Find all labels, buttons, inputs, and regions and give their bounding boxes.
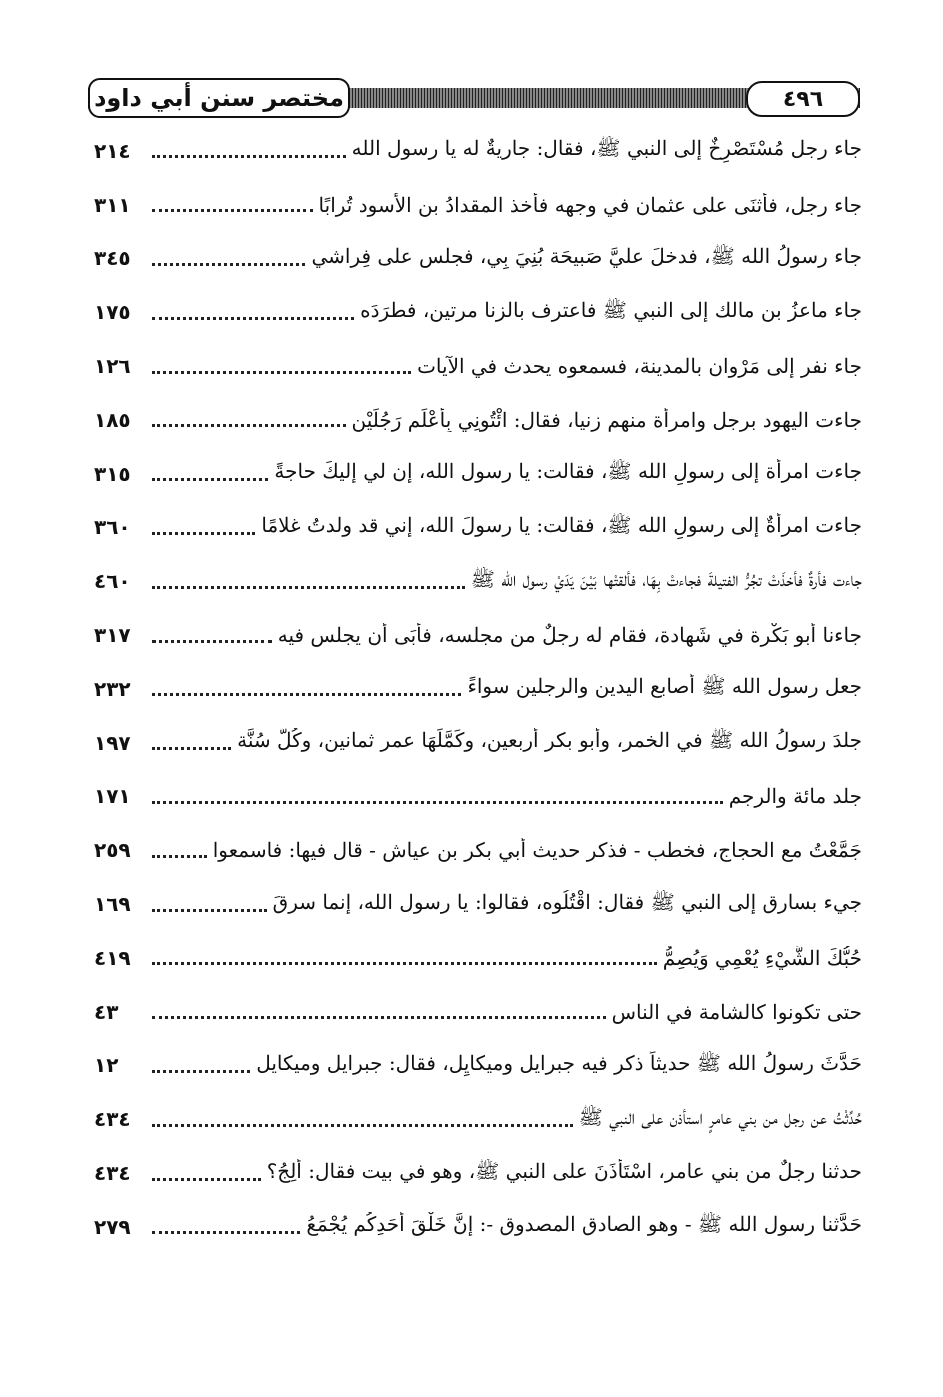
page-header [88, 78, 860, 118]
entry-page-number: ١٦٩ [94, 892, 131, 917]
entry-page-number: ١٢ [94, 1053, 119, 1078]
entry-page-number: ٣٤٥ [94, 246, 131, 271]
index-entry [94, 232, 862, 286]
leader-dots [152, 693, 461, 696]
leader-dots [152, 909, 267, 912]
entry-text: جاءت اليهود برجل وامرأة منهم زنيا، فقال: ائْتُونِي بِأَعْلَمِ رَجُلَيْنِ [351, 407, 862, 432]
entry-text: جعل رسول الله ﷺ أصابع اليدين والرجلين سواءً [467, 674, 862, 699]
leader-dots [152, 263, 305, 266]
leader-dots [152, 586, 465, 589]
index-entry [94, 124, 862, 178]
entry-text: جاء رجل مُسْتَصْرِخٌ إلى النبي ﷺ، فقال: جاريةٌ له يا رسول الله [351, 136, 862, 161]
index-entry [94, 770, 862, 824]
index-entry [94, 662, 862, 716]
entry-page-number: ١٧٥ [94, 300, 131, 325]
leader-dots [152, 317, 354, 320]
leader-dots [152, 1178, 261, 1181]
entry-text: جَمَّعْتُ مع الحجاج، فخطب - فذكر حديث أبي بكر بن عياش - قال فيها: فاسمعوا [212, 838, 862, 863]
index-entry [94, 1039, 862, 1093]
book-title: مختصر سنن أبي داود [88, 78, 350, 118]
leader-dots [152, 801, 723, 804]
index-entry [94, 985, 862, 1039]
entry-text: جلدَ رسولُ الله ﷺ في الخمر، وأبو بكر أربعين، وكَمَّلَهَا عمر ثمانين، وكُلٌّ سُنَّة [237, 728, 862, 753]
leader-dots [152, 855, 207, 858]
index-entry [94, 1200, 862, 1254]
entry-page-number: ١٧١ [94, 784, 131, 809]
entry-text: جلد مائة والرجم [728, 784, 862, 809]
entry-text: حَدَّثَ رسولُ الله ﷺ حديثاً ذكر فيه جبرايل وميكايِل، فقال: جبرايل وميكايل [256, 1050, 862, 1075]
entry-page-number: ٤٣٤ [94, 1107, 131, 1132]
entry-text: حُبُّكَ الشَّيْءِ يُعْمِي وَيُصِمُّ [662, 945, 862, 970]
leader-dots [152, 1016, 606, 1019]
entry-text: جاءت امرأة إلى رسولِ الله ﷺ، فقالت: يا رسول الله، إن لي إليكَ حاجةً [274, 459, 862, 484]
index-entry [94, 554, 862, 608]
leader-dots [152, 747, 231, 750]
entry-page-number: ٢٥٩ [94, 838, 131, 863]
entry-text: حَدَّثنا رسول الله ﷺ - وهو الصادق المصدوق -: إنَّ خَلْقَ أَحَدِكُم يُجْمَعُ [306, 1212, 862, 1237]
entry-page-number: ١٨٥ [94, 407, 131, 432]
leader-dots [152, 1231, 300, 1234]
entry-page-number: ٤٦٠ [94, 569, 131, 594]
entry-page-number: ٤٣ [94, 999, 119, 1024]
entry-page-number: ٣١٧ [94, 623, 131, 648]
entry-text: جاء رجل، فأثنَى على عثمان في وجهه فأخذ المقدادُ بن الأسود تُرابًا [318, 192, 862, 217]
entry-text: جاء ماعزُ بن مالك إلى النبي ﷺ فاعترف بالزنا مرتين، فطرَدَه [360, 297, 862, 322]
entry-page-number: ٣١٥ [94, 461, 131, 486]
leader-dots [152, 371, 411, 374]
index-entry [94, 608, 862, 662]
entry-text: حُدِّثْتُ عن رجل من بني عامرٍ استأذن على النبي ﷺ [578, 1104, 862, 1129]
entry-page-number: ١٢٦ [94, 354, 131, 379]
index-entry [94, 285, 862, 339]
index-entry [94, 1146, 862, 1200]
index-entries [94, 124, 862, 1254]
leader-dots [152, 532, 255, 535]
index-entry [94, 447, 862, 501]
index-entry [94, 393, 862, 447]
entry-text: جاءنا أبو بَكْرة في شَهادة، فقام له رجلٌ من مجلسه، فأبَى أن يجلس فيه [277, 623, 862, 648]
entry-page-number: ٢٣٢ [94, 676, 131, 701]
entry-text: جاء رسولُ الله ﷺ، فدخلَ عليَّ صَبيحَة بُنِيَ بِي، فجلس على فِراشي [311, 243, 862, 268]
leader-dots [152, 209, 313, 212]
index-entry [94, 716, 862, 770]
entry-text: حدثنا رجلٌ من بني عامر، اسْتَأْذَنَ على النبي ﷺ، وهو في بيت فقال: أَلِجُ؟ [266, 1158, 862, 1183]
index-entry [94, 501, 862, 555]
entry-text: حتى تكونوا كالشامة في الناس [611, 999, 862, 1024]
entry-page-number: ٢١٤ [94, 138, 131, 163]
leader-dots [152, 1070, 250, 1073]
leader-dots [152, 478, 268, 481]
page-number: ٤٩٦ [746, 81, 860, 117]
leader-dots [152, 640, 272, 643]
entry-page-number: ٣٦٠ [94, 515, 131, 540]
index-entry [94, 178, 862, 232]
entry-text: جيء بسارق إلى النبي ﷺ فقال: اقْتُلُوه، فقالوا: يا رسول الله، إنما سرقَ [272, 889, 862, 914]
entry-text: جاءت امرأةٌ إلى رسولِ الله ﷺ، فقالت: يا رسولَ الله، إني قد ولدتُ غلامًا [261, 512, 862, 537]
entry-page-number: ٢٧٩ [94, 1214, 131, 1239]
entry-text: جاءت فأرةٌ فأخذَتْ تجُرُّ الفتيلةَ فجاءتْ بِهَا، فألقتْها بَيْنَ يَدَيْ رسول الله ﷺ [470, 566, 862, 591]
leader-dots [152, 155, 346, 158]
index-entry [94, 823, 862, 877]
index-entry [94, 931, 862, 985]
index-entry [94, 339, 862, 393]
leader-dots [152, 962, 657, 965]
entry-text: جاء نفر إلى مَرْوان بالمدينة، فسمعوه يحدث في الآيات [417, 354, 862, 379]
entry-page-number: ٤١٩ [94, 945, 131, 970]
entry-page-number: ٣١١ [94, 192, 131, 217]
leader-dots [152, 1124, 573, 1127]
entry-page-number: ٤٣٤ [94, 1161, 131, 1186]
leader-dots [152, 424, 346, 427]
index-entry [94, 1092, 862, 1146]
entry-page-number: ١٩٧ [94, 730, 131, 755]
index-entry [94, 877, 862, 931]
